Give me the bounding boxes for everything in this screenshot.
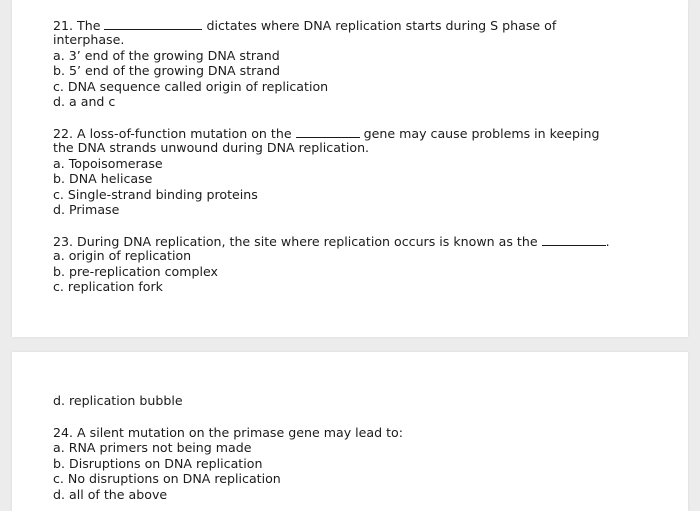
- q24-option-a: a. RNA primers not being made: [53, 440, 252, 455]
- q23-stem-start: 23. During DNA replication, the site where replication occurs is known as the: [53, 234, 538, 249]
- q24-option-b: b. Disruptions on DNA replication: [53, 456, 263, 471]
- q22-option-c: c. Single-strand binding proteins: [53, 187, 258, 202]
- page-bottom: [12, 352, 688, 511]
- q21-option-c: c. DNA sequence called origin of replication: [53, 79, 329, 94]
- q21-option-d: d. a and c: [53, 94, 116, 109]
- q21-stem-cont: interphase.: [53, 32, 125, 47]
- q21-stem-start: 21. The: [53, 18, 101, 33]
- q22-option-b: b. DNA helicase: [53, 171, 153, 186]
- q23-stem: [53, 233, 610, 249]
- q23-stem-end: .: [605, 234, 610, 249]
- q21-option-a: a. 3’ end of the growing DNA strand: [53, 48, 280, 63]
- q21-option-b: b. 5’ end of the growing DNA strand: [53, 63, 281, 78]
- q22-stem-end: gene may cause problems in keeping: [363, 126, 600, 141]
- q22-answer-blank[interactable]: [296, 125, 360, 138]
- q22-stem-cont: the DNA strands unwound during DNA replication.: [53, 140, 370, 155]
- page-top: [12, 0, 688, 337]
- q23-option-d: d. replication bubble: [53, 393, 183, 408]
- q23-option-c: c. replication fork: [53, 279, 163, 294]
- q24-option-c: c. No disruptions on DNA replication: [53, 471, 281, 486]
- q22-option-a: a. Topoisomerase: [53, 156, 163, 171]
- q24-option-d: d. all of the above: [53, 487, 168, 502]
- q23-option-b: b. pre-replication complex: [53, 264, 218, 279]
- q22-stem: [53, 125, 599, 141]
- q21-stem: [53, 17, 556, 33]
- q23-option-a: a. origin of replication: [53, 248, 192, 263]
- q22-option-d: d. Primase: [53, 202, 120, 217]
- q21-answer-blank[interactable]: [104, 17, 202, 30]
- q23-answer-blank[interactable]: [542, 233, 606, 246]
- q22-stem-start: 22. A loss-of-function mutation on the: [53, 126, 292, 141]
- q24-stem: 24. A silent mutation on the primase gene may lead to:: [53, 425, 404, 440]
- q21-stem-end: dictates where DNA replication starts during S phase of: [206, 18, 557, 33]
